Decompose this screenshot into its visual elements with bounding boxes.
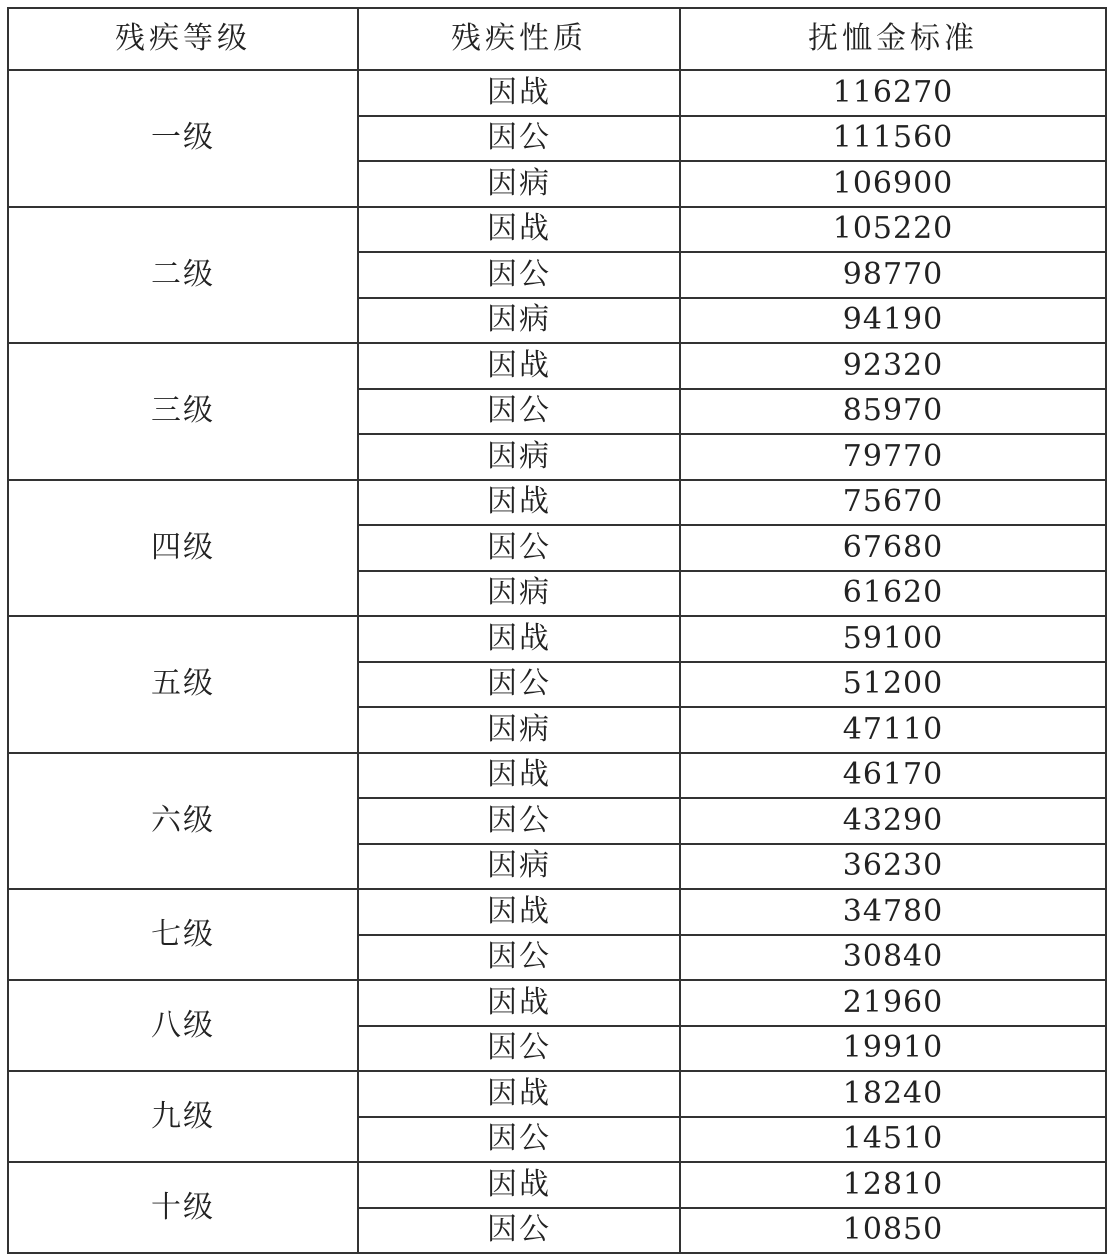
grade-cell: 十级: [8, 1162, 358, 1253]
amount-cell: 19910: [680, 1026, 1106, 1072]
table-row: [8, 889, 1106, 935]
amount-cell: 21960: [680, 980, 1106, 1026]
nature-cell: 因战: [358, 980, 680, 1026]
amount-cell: 10850: [680, 1208, 1106, 1254]
amount-cell: 98770: [680, 252, 1106, 298]
nature-cell: 因公: [358, 1117, 680, 1163]
amount-cell: 85970: [680, 389, 1106, 435]
amount-cell: 59100: [680, 616, 1106, 662]
grade-cell: 五级: [8, 616, 358, 753]
amount-cell: 106900: [680, 161, 1106, 207]
grade-cell: 一级: [8, 70, 358, 207]
table-row: [8, 1071, 1106, 1117]
table-row: [8, 1162, 1106, 1208]
amount-cell: 51200: [680, 662, 1106, 708]
amount-cell: 79770: [680, 434, 1106, 480]
grade-cell: 二级: [8, 207, 358, 344]
grade-cell: 九级: [8, 1071, 358, 1162]
header-row: [8, 8, 1106, 70]
nature-cell: 因战: [358, 1071, 680, 1117]
amount-cell: 67680: [680, 525, 1106, 571]
nature-cell: 因公: [358, 252, 680, 298]
grade-cell: 七级: [8, 889, 358, 980]
grade-cell: 八级: [8, 980, 358, 1071]
amount-cell: 47110: [680, 707, 1106, 753]
table-row: [8, 480, 1106, 526]
table-row: [8, 980, 1106, 1026]
nature-cell: 因战: [358, 616, 680, 662]
table-body: [8, 70, 1106, 1253]
nature-cell: 因公: [358, 1026, 680, 1072]
nature-cell: 因战: [358, 889, 680, 935]
nature-cell: 因公: [358, 116, 680, 162]
nature-cell: 因战: [358, 207, 680, 253]
amount-cell: 43290: [680, 798, 1106, 844]
compensation-table-container: [7, 7, 1107, 1254]
nature-cell: 因病: [358, 298, 680, 344]
nature-cell: 因病: [358, 844, 680, 890]
amount-cell: 30840: [680, 935, 1106, 981]
grade-cell: 四级: [8, 480, 358, 617]
amount-cell: 36230: [680, 844, 1106, 890]
nature-cell: 因公: [358, 662, 680, 708]
amount-cell: 61620: [680, 571, 1106, 617]
nature-cell: 因战: [358, 70, 680, 116]
compensation-table: [7, 7, 1107, 1254]
amount-cell: 116270: [680, 70, 1106, 116]
nature-cell: 因公: [358, 525, 680, 571]
nature-cell: 因病: [358, 434, 680, 480]
header-standard: 抚恤金标准: [680, 8, 1106, 70]
nature-cell: 因公: [358, 1208, 680, 1254]
table-row: [8, 753, 1106, 799]
amount-cell: 46170: [680, 753, 1106, 799]
nature-cell: 因公: [358, 798, 680, 844]
amount-cell: 94190: [680, 298, 1106, 344]
amount-cell: 14510: [680, 1117, 1106, 1163]
nature-cell: 因战: [358, 753, 680, 799]
nature-cell: 因公: [358, 935, 680, 981]
amount-cell: 111560: [680, 116, 1106, 162]
nature-cell: 因公: [358, 389, 680, 435]
amount-cell: 105220: [680, 207, 1106, 253]
nature-cell: 因病: [358, 571, 680, 617]
amount-cell: 75670: [680, 480, 1106, 526]
grade-cell: 三级: [8, 343, 358, 480]
nature-cell: 因战: [358, 1162, 680, 1208]
table-row: [8, 343, 1106, 389]
nature-cell: 因战: [358, 480, 680, 526]
amount-cell: 18240: [680, 1071, 1106, 1117]
amount-cell: 12810: [680, 1162, 1106, 1208]
nature-cell: 因战: [358, 343, 680, 389]
table-row: [8, 207, 1106, 253]
nature-cell: 因病: [358, 161, 680, 207]
table-row: [8, 616, 1106, 662]
table-row: [8, 70, 1106, 116]
header-nature: 残疾性质: [358, 8, 680, 70]
header-grade: 残疾等级: [8, 8, 358, 70]
nature-cell: 因病: [358, 707, 680, 753]
grade-cell: 六级: [8, 753, 358, 890]
amount-cell: 34780: [680, 889, 1106, 935]
amount-cell: 92320: [680, 343, 1106, 389]
